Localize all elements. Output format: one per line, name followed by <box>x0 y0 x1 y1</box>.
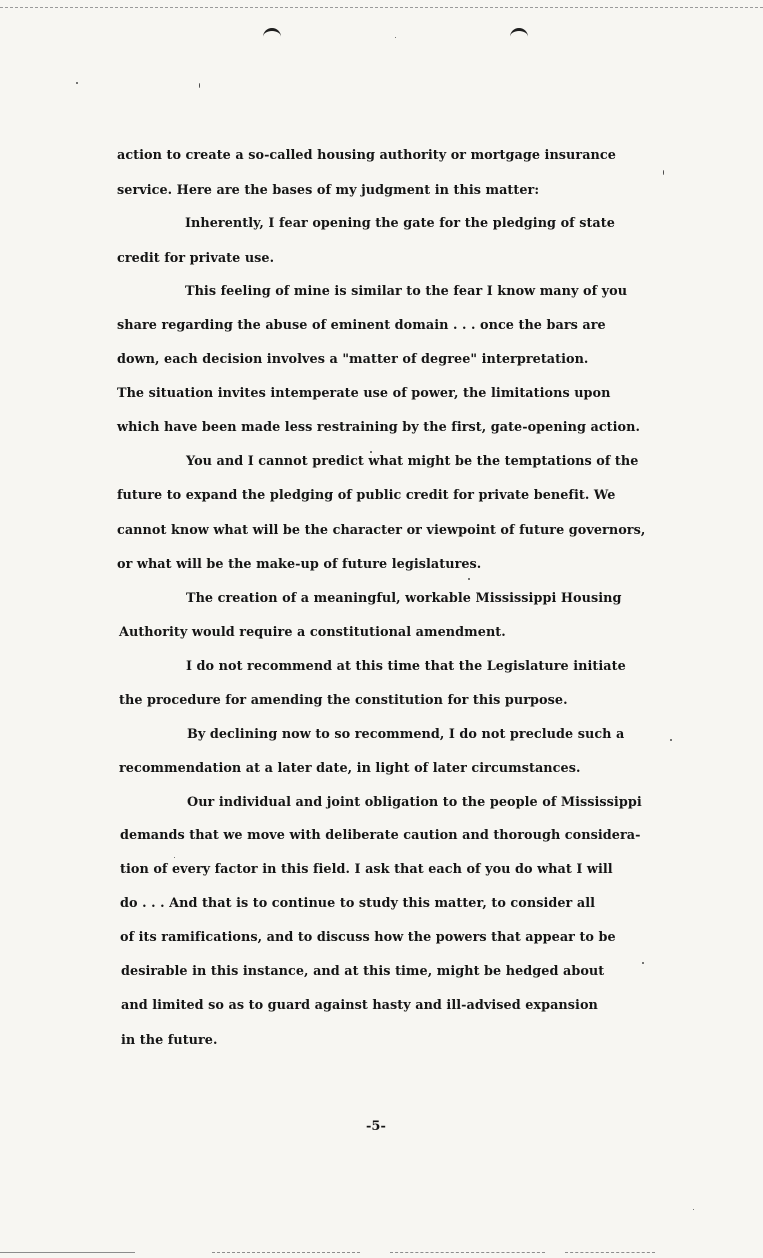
page-number: -5- <box>366 1119 386 1134</box>
scan-speck <box>174 857 175 858</box>
body-line: cannot know what will be the character or viewpoint of future governors, <box>117 523 646 538</box>
body-line: The situation invites intemperate use of power, the limitations upon <box>117 386 611 401</box>
scan-speck <box>199 83 200 88</box>
body-line: recommendation at a later date, in light of later circumstances. <box>119 761 581 776</box>
body-line: or what will be the make-up of future legislatures. <box>117 557 482 572</box>
body-line: action to create a so-called housing authority or mortgage insurance <box>117 148 616 163</box>
body-line: down, each decision involves a "matter of degree" interpretation. <box>117 352 589 367</box>
bottom-scan-rule <box>565 1252 655 1253</box>
scan-speck <box>468 578 470 580</box>
left-binding-mark <box>263 28 281 41</box>
body-line: and limited so as to guard against hasty and ill-advised expansion <box>121 998 598 1013</box>
scan-speck <box>642 962 644 964</box>
paragraph-start-line: You and I cannot predict what might be the temptations of the <box>186 454 639 469</box>
body-line: tion of every factor in this field. I ask that each of you do what I will <box>120 862 613 877</box>
scan-speck <box>663 170 664 175</box>
scan-speck <box>670 739 672 741</box>
body-line: share regarding the abuse of eminent domain . . . once the bars are <box>117 318 606 333</box>
body-line: which have been made less restraining by the first, gate-opening action. <box>117 420 640 435</box>
body-line: future to expand the pledging of public credit for private benefit. We <box>117 488 616 503</box>
body-line: do . . . And that is to continue to study this matter, to consider all <box>120 896 596 911</box>
right-binding-mark <box>510 28 528 41</box>
body-line: credit for private use. <box>117 251 275 266</box>
paragraph-start-line: Our individual and joint obligation to the people of Mississippi <box>187 795 642 810</box>
top-dashed-edge <box>0 7 763 8</box>
paragraph-start-line: Inherently, I fear opening the gate for the pledging of state <box>185 216 615 231</box>
scan-speck <box>693 1209 694 1210</box>
bottom-scan-rule <box>212 1252 360 1253</box>
scan-speck <box>76 82 78 84</box>
body-line: demands that we move with deliberate caution and thorough considera- <box>120 828 641 843</box>
body-line: the procedure for amending the constitution for this purpose. <box>119 693 568 708</box>
body-line: desirable in this instance, and at this time, might be hedged about <box>121 964 605 979</box>
paragraph-start-line: I do not recommend at this time that the Legislature initiate <box>186 659 626 674</box>
body-line: in the future. <box>121 1033 218 1048</box>
body-line: service. Here are the bases of my judgment in this matter: <box>117 183 540 198</box>
paragraph-start-line: The creation of a meaningful, workable Mississippi Housing <box>186 591 622 606</box>
bottom-scan-rule <box>390 1252 545 1253</box>
bottom-scan-rule <box>0 1252 135 1253</box>
body-line: of its ramifications, and to discuss how the powers that appear to be <box>120 930 616 945</box>
scan-speck <box>370 451 372 453</box>
scan-speck <box>395 37 396 38</box>
body-line: Authority would require a constitutional amendment. <box>119 625 506 640</box>
paragraph-start-line: By declining now to so recommend, I do not preclude such a <box>187 727 625 742</box>
paragraph-start-line: This feeling of mine is similar to the fear I know many of you <box>185 284 628 299</box>
